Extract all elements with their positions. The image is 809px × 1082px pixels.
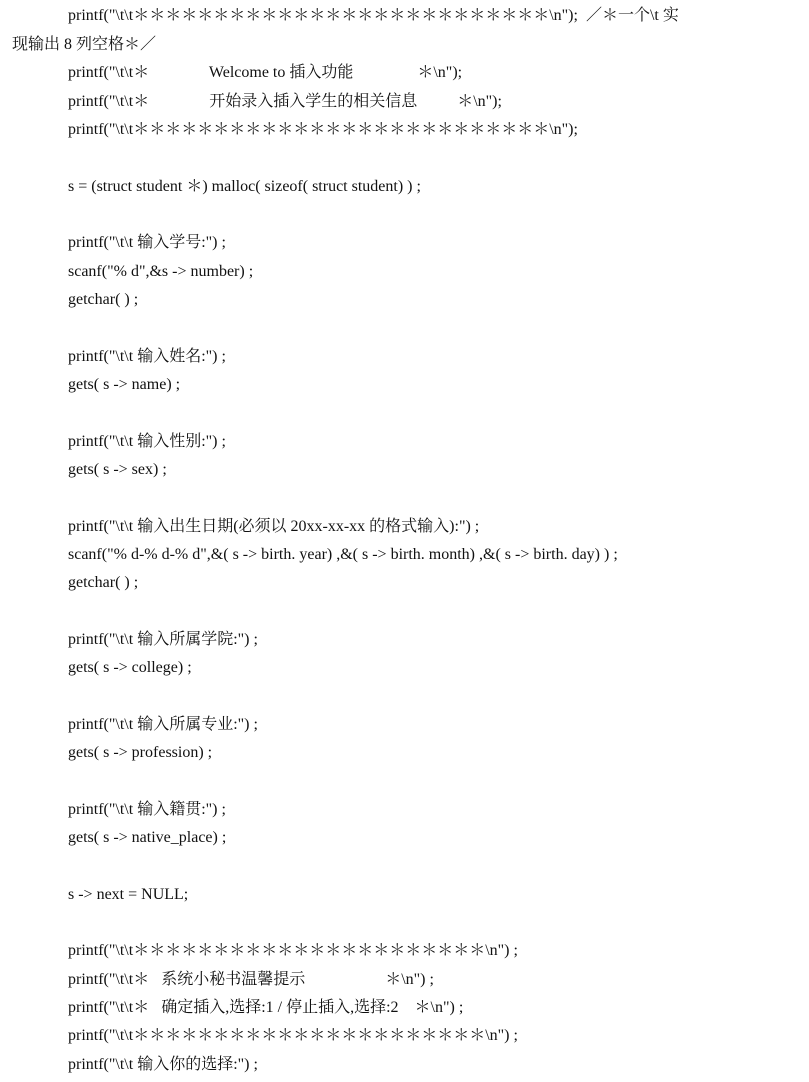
code-line-12: printf("\t\t 输入性别:") ; <box>68 433 226 450</box>
code-line-19: printf("\t\t 输入所属专业:") ; <box>68 716 258 733</box>
code-line-6: s = (struct student ＊) malloc( sizeof( struct student) ) ; <box>68 178 421 195</box>
code-line-11: gets( s -> name) ; <box>68 376 181 393</box>
code-line-21: printf("\t\t 输入籍贯:") ; <box>68 801 226 818</box>
code-line-22: gets( s -> native_place) ; <box>68 829 227 846</box>
code-line-5: printf("\t\t＊＊＊＊＊＊＊＊＊＊＊＊＊＊＊＊＊＊＊＊＊＊＊＊＊＊\n"); <box>68 121 578 138</box>
code-line-24: printf("\t\t＊＊＊＊＊＊＊＊＊＊＊＊＊＊＊＊＊＊＊＊＊＊\n") ; <box>68 942 518 959</box>
code-line-20: gets( s -> profession) ; <box>68 744 213 761</box>
code-line-26: printf("\t\t＊ 确定插入,选择:1 / 停止插入,选择:2 ＊\n") ; <box>68 999 464 1016</box>
code-line-3: printf("\t\t＊ Welcome to 插入功能 ＊\n"); <box>68 64 463 81</box>
code-line-18: gets( s -> college) ; <box>68 659 192 676</box>
code-line-9: getchar( ) ; <box>68 291 139 308</box>
code-line-13: gets( s -> sex) ; <box>68 461 167 478</box>
code-line-23: s -> next = NULL; <box>68 886 189 903</box>
code-line-15: scanf("% d-% d-% d",&( s -> birth. year) ,&( s -> birth. month) ,&( s -> birth. day) ) ; <box>68 546 618 563</box>
code-line-28: printf("\t\t 输入你的选择:") ; <box>68 1056 258 1073</box>
code-line-16: getchar( ) ; <box>68 574 139 591</box>
code-line-27: printf("\t\t＊＊＊＊＊＊＊＊＊＊＊＊＊＊＊＊＊＊＊＊＊＊\n") ; <box>68 1027 518 1044</box>
code-line-1: printf("\t\t＊＊＊＊＊＊＊＊＊＊＊＊＊＊＊＊＊＊＊＊＊＊＊＊＊＊\n"); ／＊一个\t 实 <box>68 7 679 24</box>
code-line-7: printf("\t\t 输入学号:") ; <box>68 234 226 251</box>
code-line-2: 现输出 8 列空格＊／ <box>12 36 157 53</box>
code-line-14: printf("\t\t 输入出生日期(必须以 20xx-xx-xx 的格式输入):") ; <box>68 518 480 535</box>
code-line-4: printf("\t\t＊ 开始录入插入学生的相关信息 ＊\n"); <box>68 93 502 110</box>
code-line-17: printf("\t\t 输入所属学院:") ; <box>68 631 258 648</box>
code-line-10: printf("\t\t 输入姓名:") ; <box>68 348 226 365</box>
code-line-8: scanf("% d",&s -> number) ; <box>68 263 254 280</box>
code-line-25: printf("\t\t＊ 系统小秘书温馨提示 ＊\n") ; <box>68 971 434 988</box>
